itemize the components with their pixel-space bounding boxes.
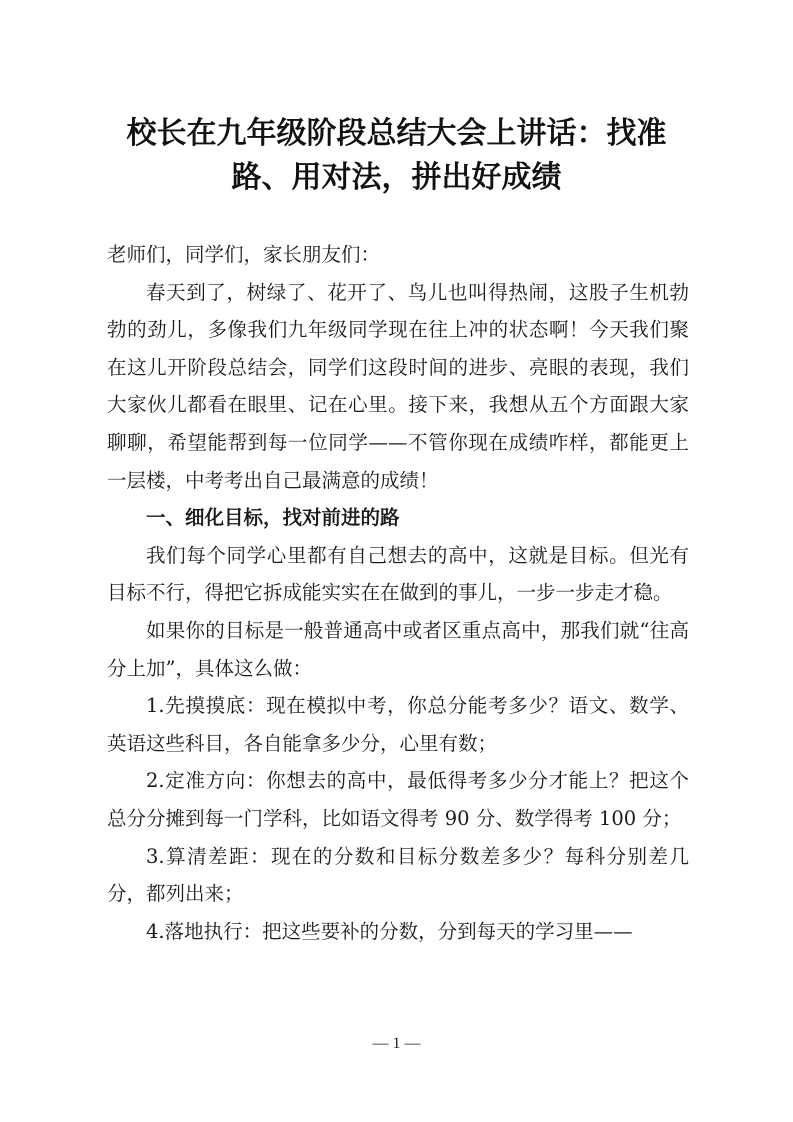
title-line-1: 校长在九年级阶段总结大会上讲话：找准: [126, 116, 667, 151]
title-line-2: 路、用对法，拼出好成绩: [231, 160, 562, 195]
list-item-3: 3.算清差距：现在的分数和目标分数差多少？每科分别差几分，都列出来；: [107, 844, 689, 906]
section-heading-1: 一、细化目标，找对前进的路: [146, 506, 400, 530]
list-item-1: 1.先摸摸底：现在模拟中考，你总分能考多少？语文、数学、英语这些科目，各自能拿多少分，心里有数；: [107, 694, 689, 755]
intro-paragraph: 春天到了，树绿了、花开了、鸟儿也叫得热闹，这股子生机勃勃的劲儿，多像我们九年级同学现在往上冲的状态啊！今天我们聚在这儿开阶段总结会，同学们这段时间的进步、亮眼的表现，我们大家伙儿都看在眼里、记在心里。接下来，我想从五个方面跟大家聊聊，希望能帮到每一位同学——不管你现在成绩咋样，都能更上一层楼，中考考出自己最满意的成绩！: [107, 280, 689, 492]
document-title: [100, 112, 693, 200]
page-number: — 1 —: [372, 1035, 421, 1052]
salutation: 老师们，同学们，家长朋友们：: [107, 243, 381, 266]
list-item-2: 2.定准方向：你想去的高中，最低得考多少分才能上？把这个总分分摊到每一门学科，比如语文得考 90 分、数学得考 100 分；: [107, 769, 689, 830]
list-item-4: 4.落地执行：把这些要补的分数，分到每天的学习里——: [146, 919, 633, 943]
section1-paragraph-1: 我们每个同学心里都有自己想去的高中，这就是目标。但光有目标不行，得把它拆成能实实在在做到的事儿，一步一步走才稳。: [107, 543, 689, 605]
document-body: [107, 236, 689, 950]
section1-paragraph-2: 如果你的目标是一般普通高中或者区重点高中，那我们就“往高分上加”，具体这么做：: [107, 618, 689, 680]
